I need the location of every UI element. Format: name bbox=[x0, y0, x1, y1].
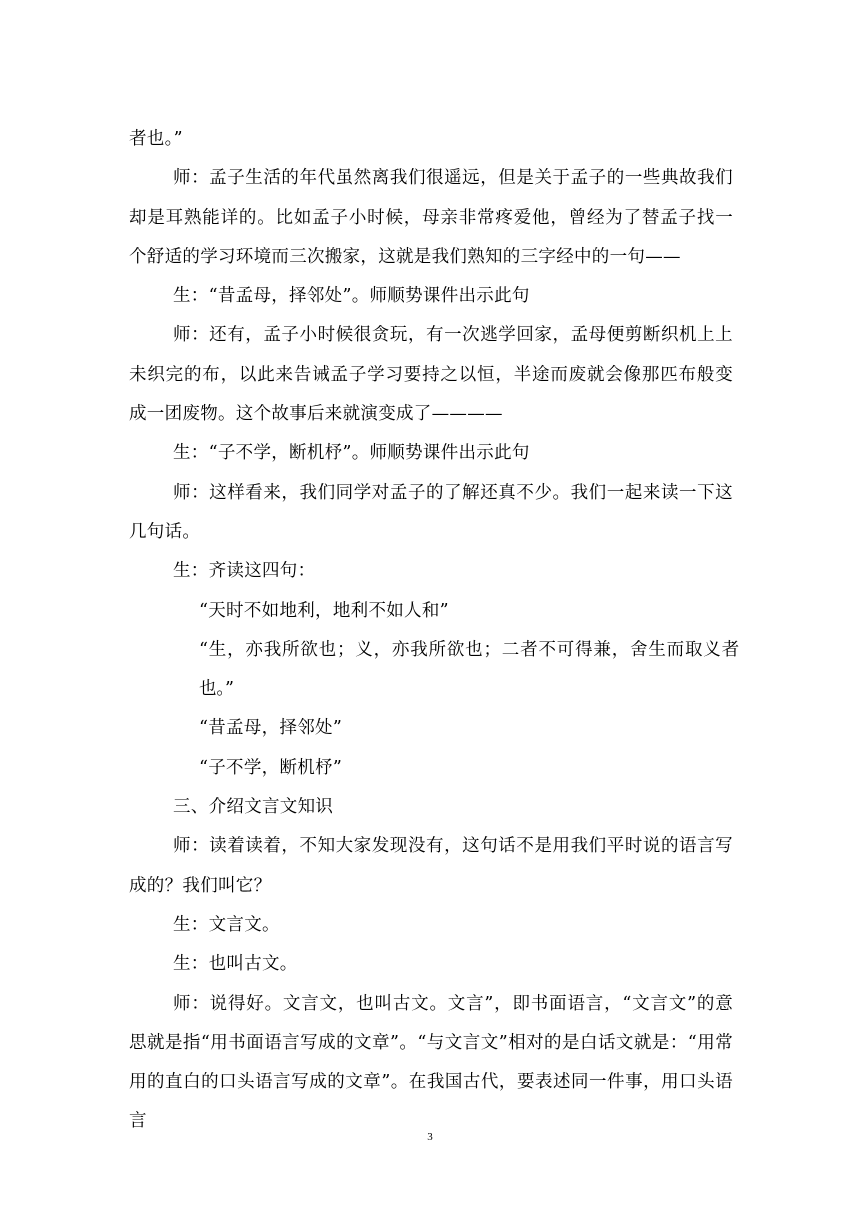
quote-line-4: “子不学，断机杼” bbox=[199, 757, 343, 778]
quote-line-2: “生，亦我所欲也；义，亦我所欲也；二者不可得兼，舍生而取义者也。” bbox=[199, 639, 739, 700]
page-number: 3 bbox=[427, 1131, 433, 1143]
quote-line-3: “昔孟母，择邻处” bbox=[199, 718, 343, 739]
section-heading: 三、介绍文言文知识 bbox=[173, 797, 334, 818]
paragraph-student-read-four: 生：齐读这四句： bbox=[173, 561, 316, 582]
paragraph-teacher-loom-story: 师：还有，孟子小时候很贪玩，有一次逃学回家，孟母便剪断织机上上未织完的布，以此来告诫孟子学习要持之以恒，半途而废就会像那匹布般变成一团废物。这个故事后来就演变成了———— bbox=[129, 325, 733, 425]
paragraph-student-answer-2: 生：也叫古文。 bbox=[173, 954, 298, 975]
quote-line-1: “天时不如地利，地利不如人和” bbox=[199, 600, 449, 621]
paragraph-student-answer-1: 生：文言文。 bbox=[173, 914, 280, 935]
paragraph-continuation: 者也。” bbox=[129, 129, 183, 149]
paragraph-student-loom-line: 生：“子不学，断机杼”。师顺势课件出示此句 bbox=[173, 443, 530, 464]
paragraph-teacher-read-together: 师：这样看来，我们同学对孟子的了解还真不少。我们一起来读一下这几句话。 bbox=[129, 482, 733, 542]
paragraph-teacher-question: 师：读着读着，不知大家发现没有，这句话不是用我们平时说的语言写成的？我们叫它？ bbox=[129, 836, 733, 896]
document-body bbox=[129, 120, 739, 1142]
paragraph-student-meng-mother: 生：“昔孟母，择邻处”。师顺势课件出示此句 bbox=[173, 286, 530, 307]
paragraph-teacher-mencius-allusions: 师：孟子生活的年代虽然离我们很遥远，但是关于孟子的一些典故我们却是耳熟能详的。比如孟子小时候，母亲非常疼爱他，曾经为了替孟子找一个舒适的学习环境而三次搬家，这就是我们熟知的三字经中的一句—— bbox=[129, 168, 733, 267]
paragraph-teacher-explanation: 师：说得好。文言文，也叫古文。文言”，即书面语言，“文言文”的意思就是指“用书面语言写成的文章”。“与文言文”相对的是白话文就是：“用常用的直白的口头语言写成的文章”。在我国古代，要表述同一件事，用口头语言 bbox=[129, 993, 733, 1132]
